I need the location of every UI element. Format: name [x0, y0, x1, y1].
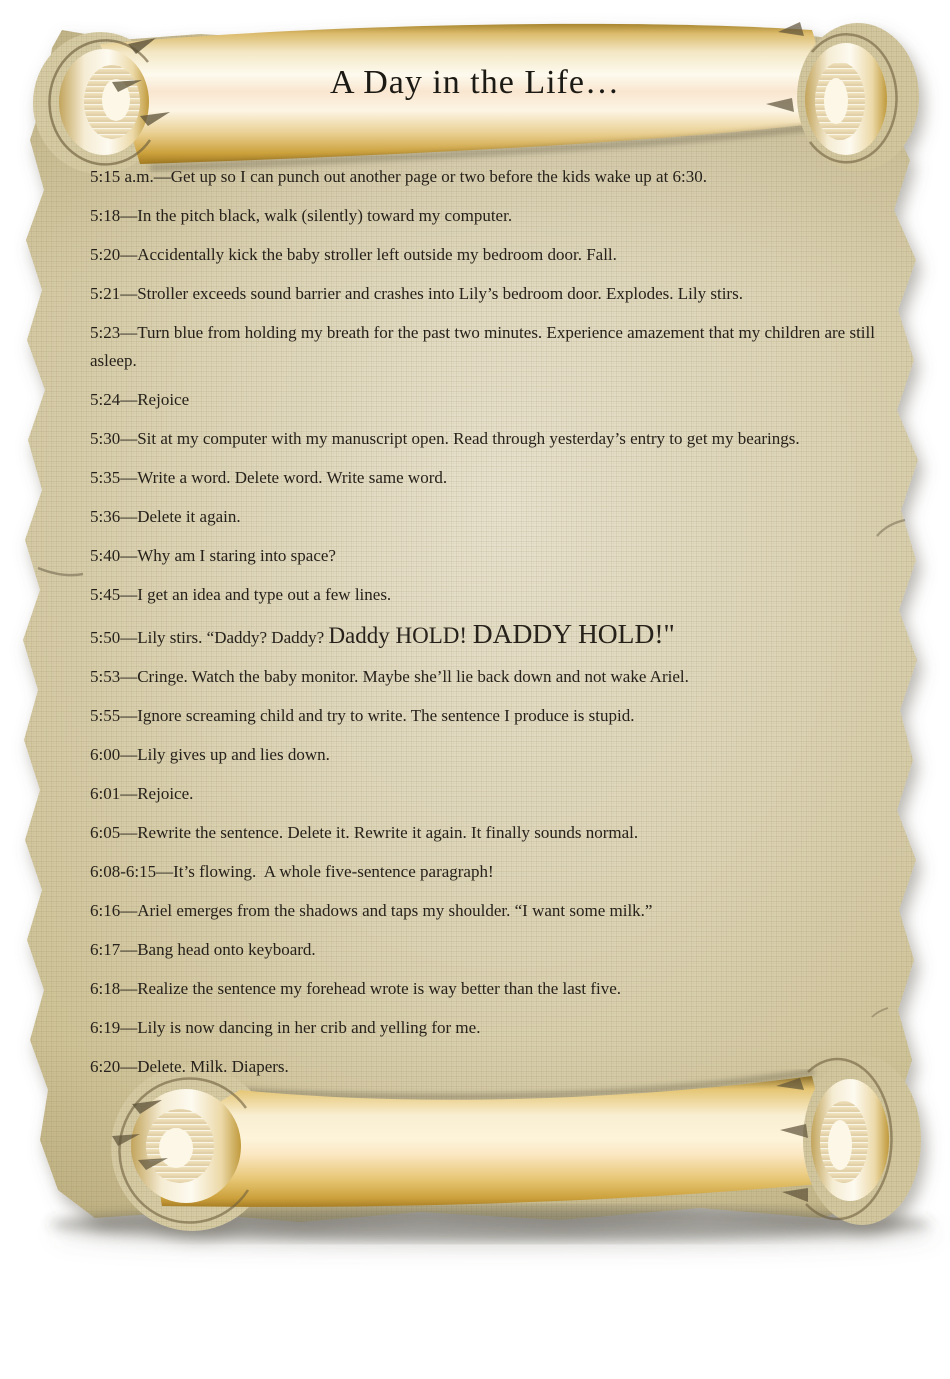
- schedule-entry: [90, 741, 890, 769]
- entry-text: 5:36—Delete it again.: [90, 507, 241, 526]
- schedule-entry: [90, 702, 890, 730]
- schedule-entry: [90, 1014, 890, 1042]
- entry-text: Daddy HOLD!: [328, 623, 473, 648]
- entry-text: 6:00—Lily gives up and lies down.: [90, 745, 330, 764]
- schedule-entry: [90, 280, 890, 308]
- entry-text: 5:24—Rejoice: [90, 390, 190, 409]
- entry-text: 5:53—Cringe. Watch the baby monitor. Maybe she’ll lie back down and not wake Ariel.: [90, 667, 689, 686]
- entry-text: 5:40—Why am I staring into space?: [90, 546, 336, 565]
- schedule-entry: [90, 241, 890, 269]
- schedule-entry: [90, 464, 890, 492]
- entry-text: 6:20—Delete. Milk. Diapers.: [90, 1057, 289, 1076]
- schedule-entry: [90, 581, 890, 609]
- entry-text: 5:21—Stroller exceeds sound barrier and crashes into Lily’s bedroom door. Explodes. Lily stirs.: [90, 284, 743, 303]
- entry-text: 5:55—Ignore screaming child and try to write. The sentence I produce is stupid.: [90, 706, 635, 725]
- schedule-entry: [90, 858, 890, 886]
- entry-text: DADDY HOLD!": [472, 618, 675, 649]
- entry-text: 6:17—Bang head onto keyboard.: [90, 940, 316, 959]
- schedule-entry: [90, 780, 890, 808]
- schedule-entry: [90, 620, 890, 652]
- entry-text: 6:19—Lily is now dancing in her crib and yelling for me.: [90, 1018, 481, 1037]
- entry-text: 5:15 a.m.—Get up so I can punch out another page or two before the kids wake up at 6:30.: [90, 167, 708, 186]
- entry-text: 6:16—Ariel emerges from the shadows and taps my shoulder. “I want some milk.”: [90, 901, 653, 920]
- schedule-list: [90, 163, 890, 1092]
- entry-text: 5:45—I get an idea and type out a few lines.: [90, 585, 392, 604]
- entry-text: 6:01—Rejoice.: [90, 784, 194, 803]
- entry-text: 5:30—Sit at my computer with my manuscript open. Read through yesterday’s entry to get my bearings.: [90, 429, 800, 448]
- entry-text: 5:20—Accidentally kick the baby stroller left outside my bedroom door. Fall.: [90, 245, 617, 264]
- schedule-entry: [90, 663, 890, 691]
- schedule-entry: [90, 897, 890, 925]
- entry-text: 5:35—Write a word. Delete word. Write same word.: [90, 468, 448, 487]
- schedule-entry: [90, 163, 890, 191]
- schedule-entry: [90, 936, 890, 964]
- entry-text: 5:50—Lily stirs. “Daddy? Daddy?: [90, 628, 329, 647]
- entry-text: 6:05—Rewrite the sentence. Delete it. Rewrite it again. It finally sounds normal.: [90, 823, 639, 842]
- schedule-entry: [90, 1053, 890, 1081]
- entry-text: 5:18—In the pitch black, walk (silently) toward my computer.: [90, 206, 513, 225]
- entry-text: 5:23—Turn blue from holding my breath for the past two minutes. Experience amazement that my children are still asleep.: [90, 323, 880, 370]
- schedule-entry: [90, 975, 890, 1003]
- entry-text: 6:08-6:15—It’s flowing. A whole five-sentence paragraph!: [90, 862, 494, 881]
- page-title: A Day in the Life…: [330, 64, 620, 101]
- entry-text: 6:18—Realize the sentence my forehead wrote is way better than the last five.: [90, 979, 622, 998]
- schedule-entry: [90, 819, 890, 847]
- schedule-entry: [90, 503, 890, 531]
- schedule-entry: [90, 542, 890, 570]
- schedule-entry: [90, 319, 890, 375]
- schedule-entry: [90, 202, 890, 230]
- schedule-entry: [90, 425, 890, 453]
- schedule-entry: [90, 386, 890, 414]
